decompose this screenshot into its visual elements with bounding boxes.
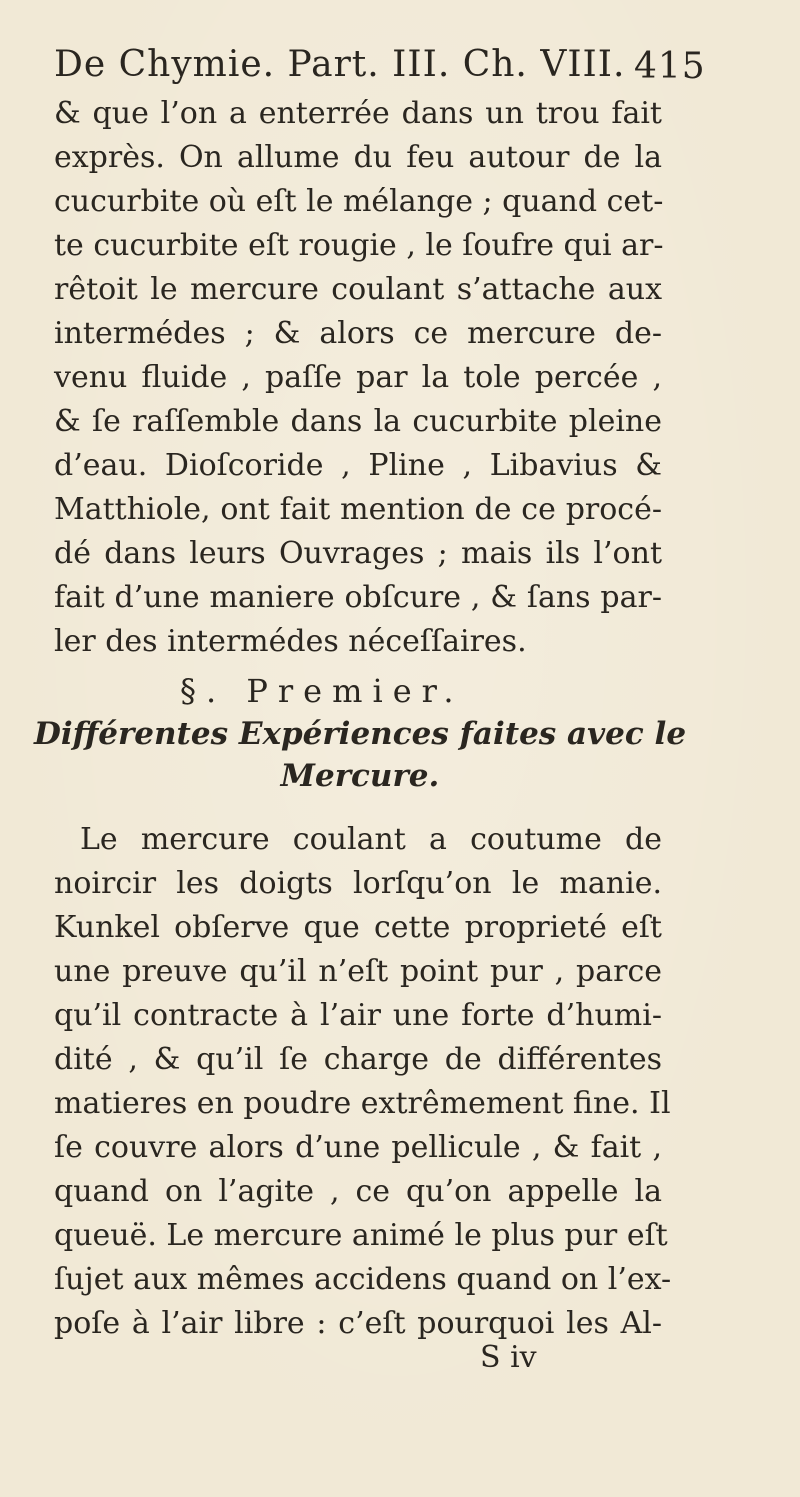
text-line: ler des intermédes néceſſaires. [54,624,527,659]
text-line: & que l’on a enterrée dans un trou fait [54,96,662,131]
text-line: exprès. On allume du feu autour de la [54,140,662,175]
text-line: fait d’une maniere obſcure , & ſans par- [54,580,662,615]
text-line: noircir les doigts lorſqu’on le manie. [54,866,662,901]
text-line: ſe couvre alors d’une pellicule , & fait , [54,1130,662,1165]
text-line: une preuve qu’il n’eſt point pur , parce [54,954,662,989]
page-number: 415 [634,46,706,87]
text-line: venu fluide , paſſe par la tole percée , [54,360,662,395]
section-heading: §. Premier. [180,672,464,710]
text-line: ſujet aux mêmes accidens quand on l’ex- [54,1262,672,1297]
text-line: intermédes ; & alors ce mercure de- [54,316,662,351]
section-subtitle: Différentes Expériences faites avec le [33,716,687,752]
text-line: qu’il contracte à l’air une forte d’humi- [54,998,662,1033]
text-line: d’eau. Dioſcoride , Pline , Libavius & [54,448,662,483]
text-line: dité , & qu’il ſe charge de différentes [54,1042,662,1077]
text-line: cucurbite où eſt le mélange ; quand cet- [54,184,664,219]
text-line: rêtoit le mercure coulant s’attache aux [54,272,662,307]
text-line: Matthiole, ont fait mention de ce procé- [54,492,662,527]
text-line: poſe à l’air libre : c’eſt pourquoi les Al- [54,1306,662,1341]
text-line: & ſe raſſemble dans la cucurbite pleine [54,404,662,439]
text-line: dé dans leurs Ouvrages ; mais ils l’ont [54,536,662,571]
text-line: matieres en poudre extrêmement fine. Il [54,1086,671,1121]
text-line: Le mercure coulant a coutume de [80,822,662,857]
text-line: te cucurbite eſt rougie , le ſoufre qui ar- [54,228,664,263]
signature-mark: S iv [480,1340,537,1375]
section-subtitle-continued: Mercure. [280,758,440,794]
text-line: Kunkel obſerve que cette proprieté eſt [54,910,662,945]
text-line: queuë. Le mercure animé le plus pur eſt [54,1218,668,1253]
text-line: quand on l’agite , ce qu’on appelle la [54,1174,662,1209]
running-header [54,38,706,92]
header-title: De Chymie. Part. III. Ch. VIII. [54,44,626,85]
